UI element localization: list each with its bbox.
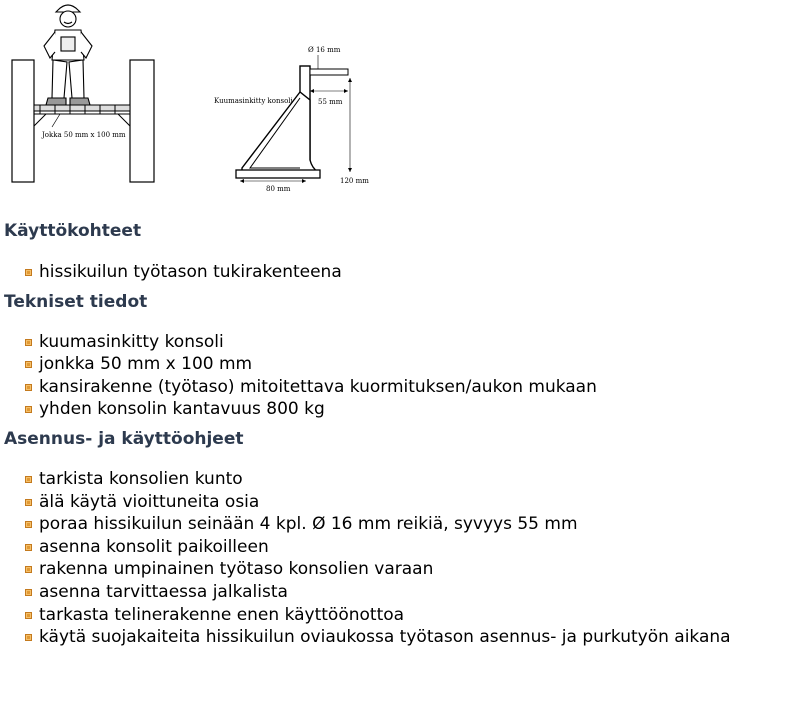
- bullet-icon: [25, 499, 32, 506]
- bullet-icon: [25, 612, 32, 619]
- list-item-text: jonkka 50 mm x 100 mm: [39, 354, 253, 375]
- list-item-text: tarkista konsolien kunto: [39, 468, 243, 489]
- list-item-text: hissikuilun työtason tukirakenteena: [39, 262, 342, 282]
- left-wall: [12, 60, 34, 182]
- list-item-text: yhden konsolin kantavuus 800 kg: [39, 399, 325, 420]
- worker-platform-illustration: [12, 5, 154, 182]
- list-item-text: käytä suojakaiteita hissikuilun oviaukossa työtason asennus- ja purkutyön aikana: [39, 627, 731, 648]
- bullet-icon: [25, 384, 32, 391]
- list-item: [4, 398, 794, 421]
- list-item: [4, 376, 794, 399]
- width-label: 80 mm: [266, 185, 291, 193]
- list-item: [4, 513, 794, 536]
- list-item: [4, 626, 794, 649]
- bullet-icon: [25, 269, 32, 276]
- list-item-text: rakenna umpinainen työtaso konsolien varaan: [39, 559, 434, 580]
- bullet-icon: [25, 634, 32, 641]
- list-item: [4, 581, 794, 604]
- bullet-icon: [25, 521, 32, 528]
- bullet-icon: [25, 589, 32, 596]
- usage-list: [4, 261, 794, 284]
- section-heading-specs: Tekniset tiedot: [4, 291, 148, 312]
- bullet-icon: [25, 476, 32, 483]
- anchor-bolt: [310, 69, 348, 75]
- diameter-label: Ø 16 mm: [308, 46, 341, 54]
- instructions-list: [4, 468, 794, 649]
- section-heading-instructions: Asennus- ja käyttöohjeet: [4, 428, 244, 449]
- document-content: [4, 219, 794, 649]
- figures-svg: [0, 0, 800, 210]
- list-item: [4, 353, 794, 376]
- list-item: [4, 604, 794, 627]
- right-wall: [130, 60, 154, 182]
- bracket-name-label: Kuumasinkitty konsoli: [214, 97, 293, 105]
- list-item-text: älä käytä vioittuneita osia: [39, 491, 260, 512]
- bullet-icon: [25, 339, 32, 346]
- list-item: [4, 491, 794, 514]
- depth-label: 55 mm: [318, 98, 343, 106]
- worker-figure: [44, 5, 92, 105]
- list-item: [4, 468, 794, 491]
- specs-list: [4, 331, 794, 421]
- list-item: [4, 331, 794, 354]
- height-label: 120 mm: [340, 177, 369, 185]
- list-item-text: asenna tarvittaessa jalkalista: [39, 581, 288, 602]
- bullet-icon: [25, 361, 32, 368]
- bullet-icon: [25, 406, 32, 413]
- figures-area: [0, 0, 800, 210]
- section-heading-usage: Käyttökohteet: [4, 221, 142, 241]
- list-item: [4, 261, 794, 284]
- list-item-text: tarkasta telinerakenne enen käyttöönottoa: [39, 604, 405, 625]
- left-bracket: [34, 114, 46, 126]
- list-item: [4, 536, 794, 559]
- bracket-horizontal: [236, 170, 320, 178]
- list-item-text: kuumasinkitty konsoli: [39, 331, 224, 352]
- list-item-text: kansirakenne (työtaso) mitoitettava kuormituksen/aukon mukaan: [39, 376, 597, 397]
- bullet-icon: [25, 566, 32, 573]
- platform-deck: [34, 105, 130, 111]
- list-item: [4, 558, 794, 581]
- bracket-drawing: [214, 46, 369, 193]
- list-item-text: poraa hissikuilun seinään 4 kpl. Ø 16 mm reikiä, syvyys 55 mm: [39, 514, 578, 535]
- bullet-icon: [25, 544, 32, 551]
- joist-caption: Jokka 50 mm x 100 mm: [42, 131, 126, 139]
- right-bracket: [118, 114, 130, 126]
- list-item-text: asenna konsolit paikoilleen: [39, 536, 269, 557]
